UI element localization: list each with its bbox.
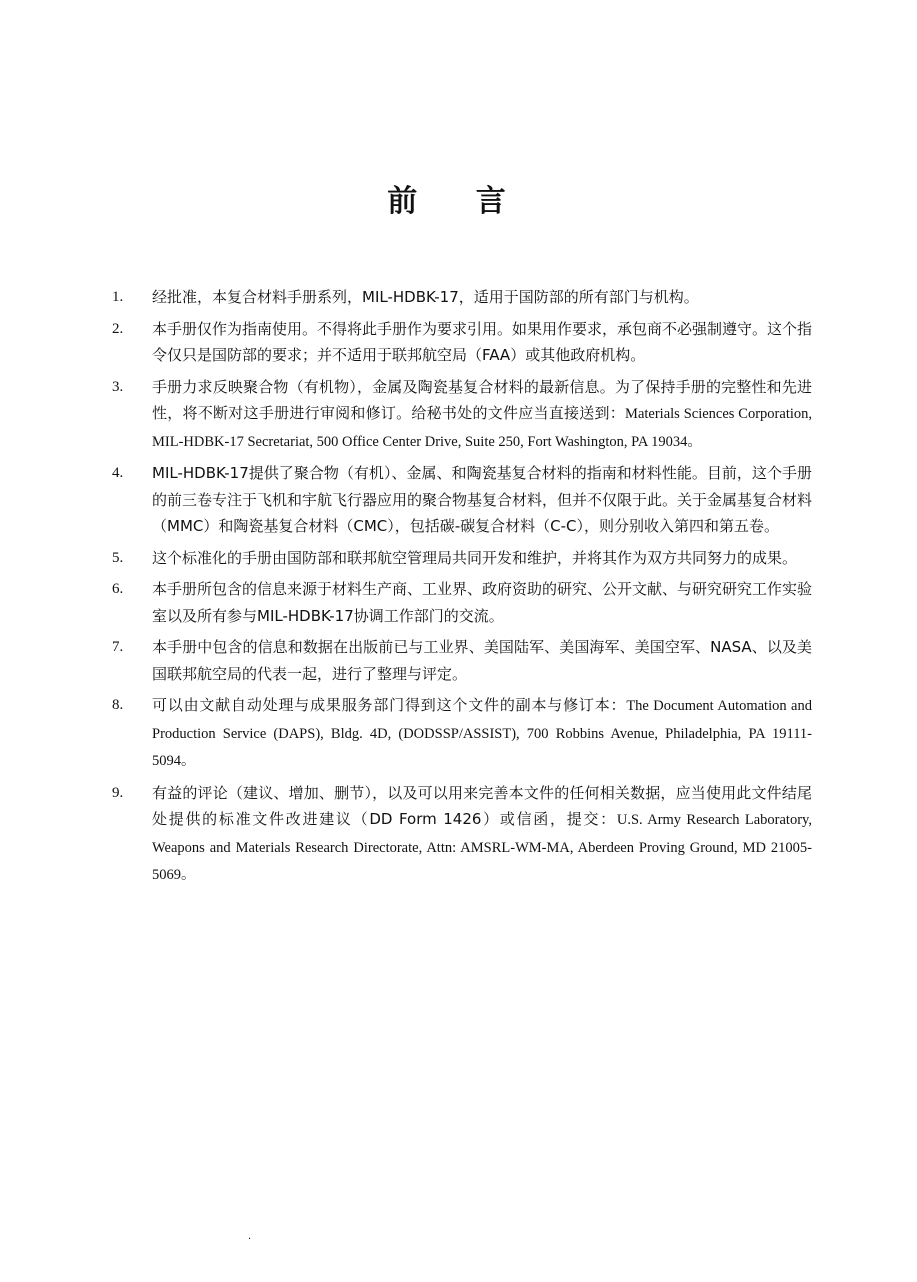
item-text-part: 经批准，本复合材料手册系列，MIL-HDBK-17，适用于国防部的所有部门与机构。 xyxy=(152,288,699,306)
item-text-part: 这个标准化的手册由国防部和联邦航空管理局共同开发和维护，并将其作为双方共同努力的成果。 xyxy=(152,548,798,567)
list-item xyxy=(112,692,812,775)
item-text xyxy=(152,316,812,369)
list-item xyxy=(112,634,812,687)
item-text-address: Materials Sciences Corporation, MIL-HDBK-17 Secretariat, 500 Office Center Drive, Suite 250, Fort Washington, PA 19034。 xyxy=(152,406,812,450)
page-title: 前 言 xyxy=(387,184,530,219)
item-text-part: 可以由文献自动处理与成果服务部门得到这个文件的副本与修订本： xyxy=(152,696,627,714)
item-text xyxy=(152,284,812,311)
item-number: 3. xyxy=(112,378,124,395)
item-number: 5. xyxy=(112,549,124,566)
item-text xyxy=(152,576,812,629)
list-item xyxy=(112,316,812,369)
list-item xyxy=(112,545,812,572)
item-number: 4. xyxy=(112,465,124,481)
item-number: 8. xyxy=(112,697,124,713)
list-item xyxy=(112,374,812,456)
item-text-part: 手册力求反映聚合物（有机物），金属及陶瓷基复合材料的最新信息。为了保持手册的完整性和先进性，将不断对这手册进行审阅和修订。给秘书处的文件应当直接送到： xyxy=(152,377,812,422)
foreword-list xyxy=(112,284,812,894)
item-text-address: The Document Automation and Production Service (DAPS), Bldg. 4D, (DODSSP/ASSIST), 700 Robbins Avenue, Philadelphia, PA 19111-5094。 xyxy=(152,698,812,769)
item-number: 1. xyxy=(112,289,124,305)
scan-speck: · xyxy=(248,1234,252,1245)
list-item xyxy=(112,576,812,629)
item-number: 2. xyxy=(112,320,124,337)
item-text-part: 本手册仅作为指南使用。不得将此手册作为要求引用。如果用作要求，承包商不必强制遵守。这个指令仅只是国防部的要求；并不适用于联邦航空局（FAA）或其他政府机构。 xyxy=(152,319,813,364)
item-text-address: U.S. Army Research Laboratory, Weapons and Materials Research Directorate, Attn: AMSRL-WM-MA, Aberdeen Proving Ground, MD 21005-5069。 xyxy=(152,812,812,883)
list-item xyxy=(112,460,812,540)
item-text xyxy=(152,374,812,456)
item-text-part: MIL-HDBK-17提供了聚合物（有机）、金属、和陶瓷基复合材料的指南和材料性能。目前，这个手册的前三卷专注于飞机和宇航飞行器应用的聚合物基复合材料，但并不仅限于此。关于金属基复合材料（MMC）和陶瓷基复合材料（CMC），包括碳-碳复合材料（C-C），则分别收入第四和第五卷。 xyxy=(152,464,813,535)
item-text-part: 本手册所包含的信息来源于材料生产商、工业界、政府资助的研究、公开文献、与研究研究工作实验室以及所有参与MIL-HDBK-17协调工作部门的交流。 xyxy=(152,580,813,625)
item-number: 7. xyxy=(112,639,124,655)
item-text xyxy=(152,634,812,687)
item-text-part: 有益的评论（建议、增加、删节），以及可以用来完善本文件的任何相关数据，应当使用此文件结尾处提供的标准文件改进建议（DD Form 1426）或信函，提交： xyxy=(152,783,812,828)
list-item xyxy=(112,284,812,311)
item-text-part: 本手册中包含的信息和数据在出版前已与工业界、美国陆军、美国海军、美国空军、NASA、以及美国联邦航空局的代表一起，进行了整理与评定。 xyxy=(152,638,812,683)
item-text xyxy=(152,545,812,572)
item-number: 6. xyxy=(112,581,124,597)
list-item xyxy=(112,780,812,889)
item-text xyxy=(152,780,812,889)
item-text xyxy=(152,460,812,540)
item-number: 9. xyxy=(112,784,124,801)
item-text xyxy=(152,692,812,775)
